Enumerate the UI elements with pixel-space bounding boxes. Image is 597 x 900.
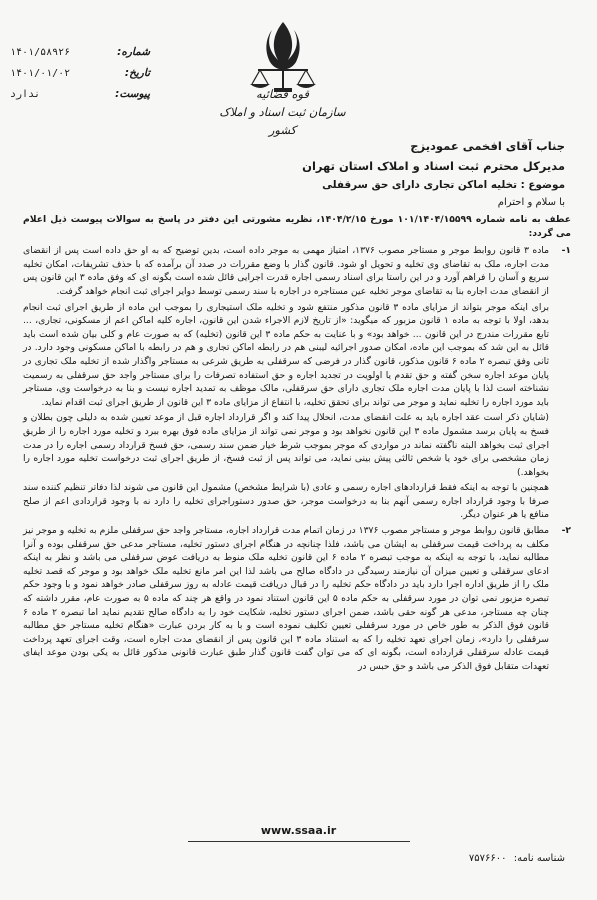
meta-attachment: پیوست: ندارد — [10, 88, 150, 100]
footer-divider — [188, 841, 410, 842]
organization-name: قوه قضائیه سازمان ثبت اسناد و املاک کشور — [219, 87, 346, 137]
item-1 — [23, 244, 571, 298]
item-text: مطابق قانون روابط موجر و مستاجر مصوب ۱۳۷۶ در زمان اتمام مدت قرارداد اجاره، مستاجر واجد حق سرقفلی ملزم به تخلیه و موجر نیز مکلف به پرداخت قیمت سرقفلی به ایشان می باشد، فلذا چنانچه در هنگام اجرای دستور تخلیه، مستاجر مدعی حق سرقفلی بوده و آنرا مطالبه نماید، با توجه به اینکه به موجب تبصره ۲ ماده ۶ این قانون تخلیه ملک منوط به دریافت عوض سرقفلی می باشد و نظر به اینکه ادعای سرقفلی و تعیین میزان آن نیازمند رسیدگی در دادگاه صالح می باشد لذا این امر مانع تخلیه ملک خواهد بود و موجر که قصد تخلیه ملک را از طریق اداره اجرا دارد باید در دادگاه حکم تخلیه را در قبال دریافت قیمت عادله به روز سرقفلی صادر خواهد نمود و با وجود حکم تبصره مزبور نمی توان در مورد سرقفلی به حکم ماده ۵ این قانون استناد نمود در واقع هر چند که ماده ۵ به صورت عام، مقرر داشته که چنان چه مستاجر، مدعی هر گونه حقی باشد، ضمن اجرای دستور تخلیه، شکایت خود را به دادگاه صالح تقدیم نماید اما تبصره ۲ ماده ۶ قانون فوق الذکر به طور خاص در مورد سرقفلی تعیین تکلیف نموده است و با به کار بردن عبارت «هنگام تخلیه مستاجر حق مطالبه سرقفلی را دارد»، زمان اجرای تعهد تخلیه را که به استناد ماده ۳ این قانون پس از انقضای مدت اجاره است، وقت اجرای تعهد پرداخت قیمت عادله سرقفلی قرارداده است، بگونه ای که می توان گفت قانون گذار طبق عبارت قانونی مذکور قائل به یکی بودن موعد ایفای تعهدات متقابل فوق الذکر می باشد و حق حبس در — [23, 525, 550, 672]
item-number: ۱- — [561, 245, 571, 257]
salutation: با سلام و احترام — [497, 197, 565, 208]
item-1-continuation: برای اینکه موجر بتواند از مزایای ماده ۳ قانون مذکور منتفع شود و تخلیه ملک استیجاری را بموجب این ماده از طریق اجرای ثبت انجام بدهد، اولا با توجه به ماده ۱ قانون مزبور که میگوید: «از تاریخ لازم الاجراء شدن این قانون، اجاره کلیه اماکن اعم از مسکونی، تجاری، ... تابع مقررات مندرج در این قانون ... خواهد بود» و با عنایت به حکم ماده ۳ این قانون (تخلیه) که به صورت عام و کلی بیان شده است باید قائل به این شد که بموجب این ماده، امکان صدور اجرائیه لیبنی هم در رابطه اماکن تجاری و هم در رابطه با اماکن مسکونی وجود دارد. در ثانی وفق تبصره ۲ ماده ۶ قانون مذکور، قانون گذار در فرضی که سرقفلی به طریق شرعی به مستاجر واگذار شده از تخلیه ملک تجاری در پایان موعد اجاره سخن گفته و حق تقدم یا اولویت در تجدید اجاره و حق استفاده تصرفات را برای مستاجر واجد حق سرقفلی به رسمیت نشناخته است لذا با پایان مدت اجاره ملک تجاری دارای حق سرقفلی، مالک موظف به تمدید اجاره نیست و بنا به درخواست وی، مستاجر باید مورد اجاره را تخلیه نماید و موجر می تواند برای تحقق تخلیه، با انتفاع از مزایای ماده ۳ این قانون از طریق اجرای ثبت اقدام نماید. — [23, 301, 550, 408]
intro-paragraph: عطف به نامه شماره ۱۰۱/۱۴۰۴/۱۵۵۹۹ مورخ ۱۴۰۴/۲/۱۵، نظریه مشورتی این دفتر در پاسخ به سوالات پیوست ذیل اعلام می گردد: — [23, 214, 572, 239]
letter-subject: موضوع : تخلیه اماکن تجاری دارای حق سرقفلی — [322, 179, 565, 191]
letter-meta — [10, 42, 150, 105]
meta-number: شماره: ۱۴۰۱/۵۸۹۲۶ — [10, 46, 150, 58]
meta-date: تاریخ: ۱۴۰۱/۰۱/۰۲ — [10, 67, 150, 79]
letter-tracking-id: شناسه نامه: ۷۵۷۶۶۰۰ — [468, 853, 565, 864]
item-2 — [23, 524, 571, 674]
letter-body — [23, 136, 571, 676]
addressee-name: جناب آقای افخمی عمودیزج — [410, 139, 565, 153]
item-1-addendum: همچنین با توجه به اینکه فقط قراردادهای اجاره رسمی و عادی (با شرایط مشخص) مشمول این قانون می شوند لذا دفاتر تنظیم کننده سند صرفا با وجود قرارداد اجاره رسمی آنهم بنا به درخواست موجر، حق صدور دستوراجرای تخلیه را دارد نه با وجود قراردادی اعم از صلح منافع یا هر عنوان دیگر. — [23, 482, 549, 521]
addressee-title: مدیرکل محترم ثبت اسناد و املاک استان تهران — [302, 159, 565, 173]
item-number: ۲- — [561, 525, 571, 537]
website-link[interactable]: www.ssaa.ir — [260, 824, 337, 837]
item-1-note: (شایان ذکر است عقد اجاره باید به علت انقضای مدت، انحلال پیدا کند و اگر قرارداد اجاره قبل از موعد تعیین شده به دلیلی چون بطلان و فسخ به پایان برسد مشمول ماده ۳ این قانون نخواهد بود و موجر نمی تواند از مزایای ماده فوق بهره ببرد و تخلیه مورد اجاره را از طریق اجرای ثبت بخواهد البته ناگفته نماند در مواردی که موجر بموجب شرط خیار ضمن سند رسمی، حق فسخ قرارداد رسمی اجاره را در مدت زمان مشخصی برای خود یا شخص ثالثی پیش بینی نماید، می تواند پس از ثبت فسخ، از طریق اجرای ثبت درخواست تخلیه مورد اجاره را بخواهد.) — [23, 412, 550, 478]
item-text: ماده ۳ قانون روابط موجر و مستاجر مصوب ۱۳۷۶، امتیاز مهمی به موجر داده است، بدین توضیح که به او حق داده است پس از انقضای مدت اجاره، ملک به تقاضای وی تخلیه و تحویل او شود. قانون گذار با وضع مقررات در صدد آن برآمده که با حذف تشریفات، امکان تخلیه سریع و آسان را فراهم آورد و در این راستا برای اسناد رسمی اجاره قدرت اجرایی قائل شده است بگونه ای که وفق ماده ۳ این قانون پس از انقضای مدت اجاره بنا به تقاضای موجر تخلیه عین مستاجره در اجاره با سند رسمی توسط دوایر اجرای ثبت انجام خواهد گرفت. — [23, 245, 549, 297]
